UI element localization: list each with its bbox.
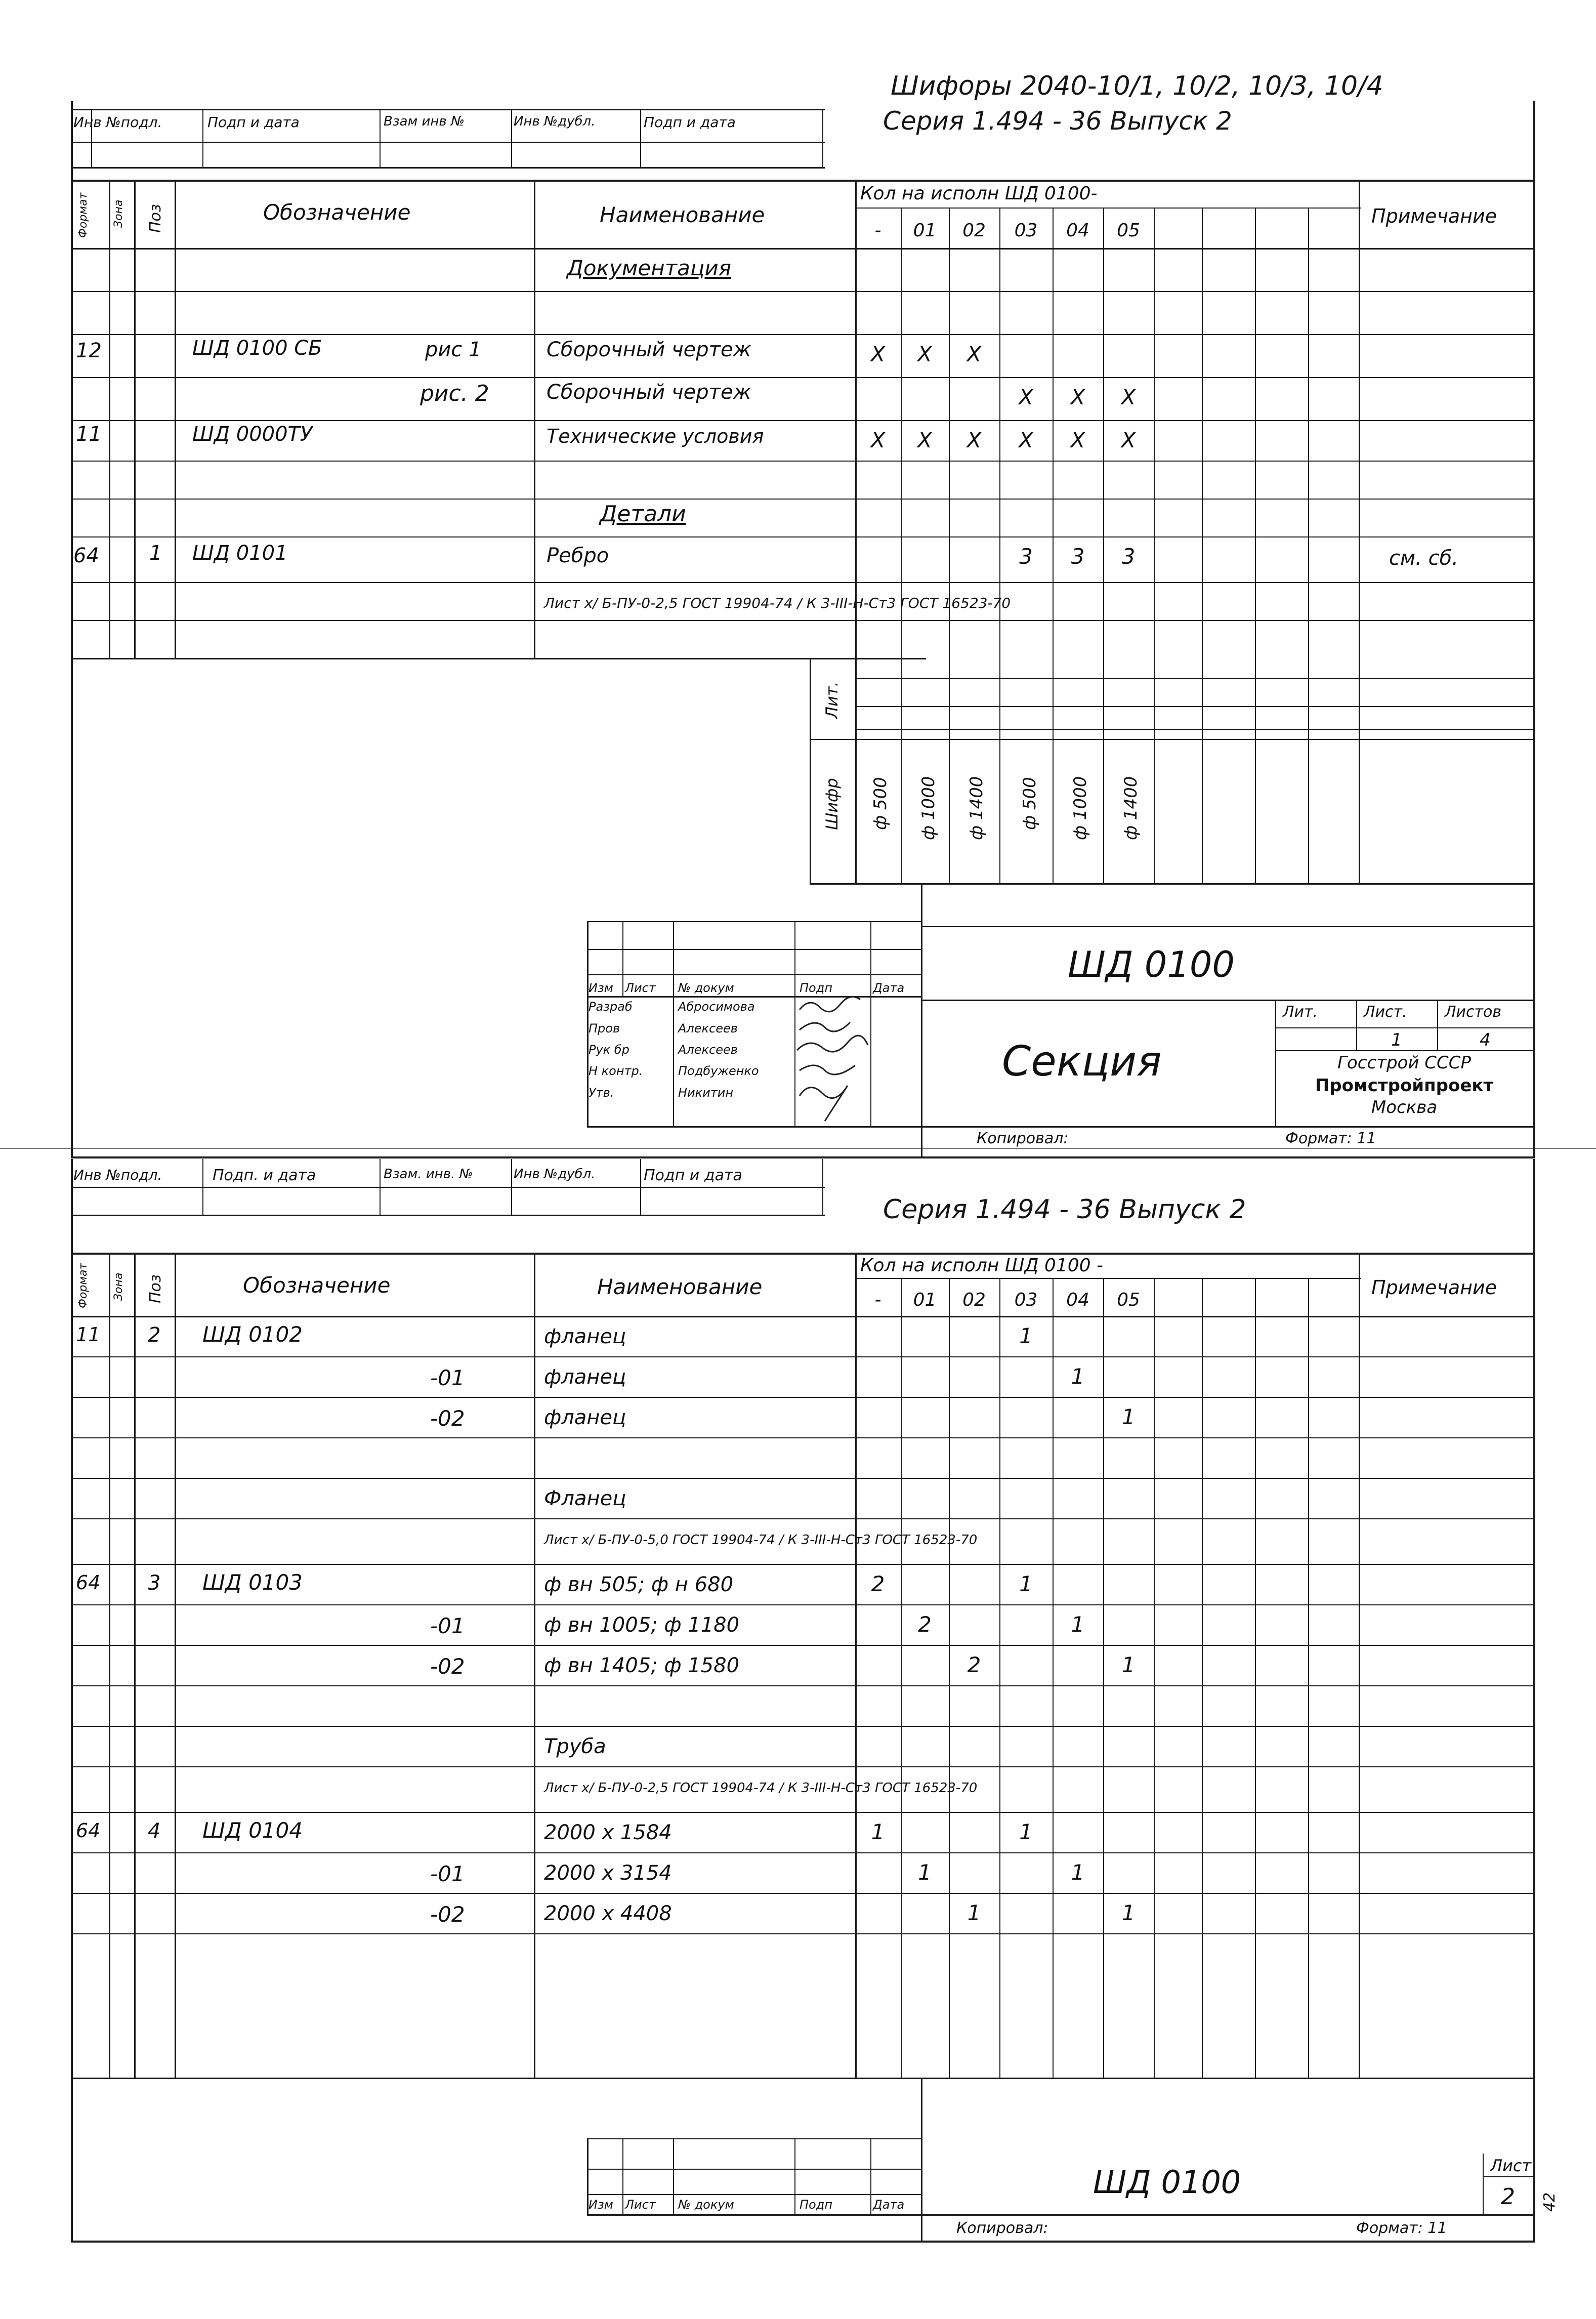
header-note: Примечание — [1371, 205, 1497, 227]
cut-line — [0, 1148, 1596, 1149]
tb-col-podp: Подп — [800, 981, 833, 995]
stamp-inv-dubl: Инв №дубл. — [514, 114, 596, 129]
header-format: Формат — [77, 1263, 90, 1308]
shifr-label: Шифр — [822, 778, 842, 830]
tb-org-3: Москва — [1371, 1097, 1438, 1117]
tb-col-list: Лист — [625, 2198, 656, 2212]
tb-sheet-label: Лист — [1490, 2156, 1532, 2175]
stamp-podp-data-2: Подп и дата — [644, 1167, 742, 1184]
variant-03: 03 — [1014, 220, 1038, 241]
shifr-value: ф 1000 — [1070, 776, 1090, 840]
header-note-line1: Шифоры 2040-10/1, 10/2, 10/3, 10/4 — [891, 71, 1383, 101]
variant-05: 05 — [1117, 220, 1140, 241]
header-designation: Обозначение — [243, 1273, 391, 1298]
tb-col-doc: № докум — [678, 2198, 734, 2212]
frame-right — [1533, 101, 1535, 1156]
variant-04: 04 — [1066, 1290, 1089, 1310]
tb-sheet: 2 — [1501, 2184, 1515, 2210]
shifr-value: ф 1400 — [1121, 776, 1141, 840]
tb-sheets-label: Листов — [1445, 1003, 1502, 1021]
header-designation: Обозначение — [263, 200, 411, 225]
frame-left — [71, 101, 73, 1156]
tb-doc-code: ШД 0100 — [1068, 944, 1235, 985]
stamp-podp-data: Подп. и дата — [213, 1167, 316, 1184]
variant-02: 02 — [962, 220, 986, 241]
header-qty-title: Кол на исполн ШД 0100 - — [860, 1255, 1103, 1276]
stamp-vzam-inv: Взам инв № — [384, 114, 465, 129]
variant-base: - — [874, 220, 881, 241]
tb-lit-label: Лит. — [1283, 1003, 1318, 1021]
tb-col-doc: № докум — [678, 981, 734, 995]
header-zone: Зона — [112, 1272, 125, 1301]
variant-03: 03 — [1014, 1290, 1038, 1310]
sheet-1: Шифоры 2040-10/1, 10/2, 10/3, 10/4 Серия 1.494 - 36 Выпуск 2 Инв №подл. Подп и дата Взам инв № Инв №дубл. Подп и дата Формат Зона Поз Обозначение Наименование Кол на исполн ШД 0100- Примечание - 01 02 03 04 05 Документация 12 ШД 0100 СБ рис 1 Сборочный чертеж X X X рис. 2 Сборочный чертеж X X X 11 ШД 0000ТУ Технические условия X X X X X X Детали 64 1 ШД 0101 Ребро 3 3 3 см. сб. Лист x/ Б-ПУ-0-2,5 ГОСТ 19904-74 / К 3-III-Н-Ст3 ГОСТ 16523-70 Лит. Шифр ф 500 ф 1000 ф 1400 ф 500 ф 1000 ф 1400 Изм Лист № докум Подп Дата Разраб Абросимова Пров Алексеев Рук бр Алексеев Н контр. Подбуженко Утв. Никитин ШД 0100 Секция Лит. Лист. Листов 1 4 Госстрой СССР Промстройпроект Москва Копировал: Формат: 11 — [0, 0, 1596, 1159]
tb-col-date: Дата — [873, 2198, 905, 2212]
shifr-value: ф 500 — [1020, 777, 1040, 830]
sheet-2: Серия 1.494 - 36 Выпуск 2 Инв №подл. Подп. и дата Взам. инв. № Инв №дубл. Подп и дата Формат Зона Поз Обозначение Наименование Кол на исполн ШД 0100 - Примечание - 01 02 03 04 05 11 2 ШД 0102 фланец 1 -01 фланец 1 -02 фланец 1 Фланец Лист x/ Б-ПУ-0-5,0 ГОСТ 19904-74 / К 3-III-Н-Ст3 ГОСТ 16523-70 64 3 ШД 0103 ф вн 505; ф н 680 2 1 -01 ф вн 1005; ф 1180 2 1 -02 ф вн 1405; ф 1580 2 1 Труба Лист x/ Б-ПУ-0-2,5 ГОСТ 19904-74 / К 3-III-Н-Ст3 ГОСТ 16523-70 64 4 ШД 0104 2000 x 1584 1 1 -01 2000 x 3154 1 1 -02 2000 x 4408 1 1 Изм Лист № докум Подп Дата ШД 0100 Лист 2 42 Копировал: Формат: 11 — [0, 1159, 1596, 2319]
variant-04: 04 — [1066, 220, 1089, 241]
header-qty-title: Кол на исполн ШД 0100- — [860, 183, 1098, 204]
tb-copied: Копировал: — [956, 2219, 1048, 2237]
tb-org-1: Госстрой СССР — [1337, 1053, 1471, 1073]
tb-format: Формат: 11 — [1285, 1130, 1376, 1147]
tb-title: Секция — [1002, 1038, 1162, 1086]
tb-col-list: Лист — [625, 981, 656, 995]
section-details: Детали — [600, 501, 686, 527]
shifr-value: ф 1400 — [967, 776, 987, 840]
signatures — [794, 995, 875, 1126]
shifr-value: ф 500 — [870, 777, 891, 830]
header-note: Примечание — [1371, 1276, 1497, 1299]
variant-base: - — [874, 1290, 881, 1310]
header-pos: Поз — [147, 204, 164, 233]
stamp-inv-podl: Инв №подл. — [73, 1167, 162, 1183]
tb-copied: Копировал: — [977, 1130, 1069, 1147]
variant-01: 01 — [913, 1290, 937, 1310]
tb-sheet-label: Лист. — [1364, 1003, 1407, 1021]
frame-top-stamp — [71, 109, 825, 110]
header-name: Наименование — [600, 202, 765, 227]
tb-col-date: Дата — [873, 981, 905, 995]
header-pos: Поз — [147, 1274, 164, 1303]
section-documentation: Документация — [567, 256, 732, 280]
tb-col-izm: Изм — [589, 981, 613, 995]
lit-label: Лит. — [822, 681, 842, 719]
material-spec-ribs: Лист x/ Б-ПУ-0-2,5 ГОСТ 19904-74 / К 3-III-Н-Ст3 ГОСТ 16523-70 — [544, 595, 1011, 611]
stamp-podp-data-2: Подп и дата — [644, 114, 736, 131]
header-note-line2: Серия 1.494 - 36 Выпуск 2 — [883, 106, 1232, 136]
header-note: Серия 1.494 - 36 Выпуск 2 — [883, 1194, 1246, 1225]
tb-org-2: Промстройпроект — [1315, 1075, 1494, 1096]
variant-02: 02 — [962, 1290, 986, 1310]
tb-sheet: 1 — [1391, 1030, 1402, 1050]
stamp-inv-podl: Инв №подл. — [73, 114, 162, 131]
tb-format: Формат: 11 — [1356, 2219, 1447, 2237]
variant-05: 05 — [1117, 1290, 1140, 1310]
variant-01: 01 — [913, 220, 937, 241]
header-name: Наименование — [597, 1274, 763, 1299]
stamp-podp-data: Подп и дата — [207, 114, 300, 131]
shifr-value: ф 1000 — [918, 776, 939, 840]
stamp-inv-dubl: Инв №дубл. — [514, 1167, 596, 1182]
tb-col-izm: Изм — [589, 2198, 613, 2212]
tb-sheets: 4 — [1480, 1030, 1491, 1050]
tb-col-podp: Подп — [800, 2198, 833, 2212]
header-format: Формат — [77, 192, 90, 238]
stamp-vzam-inv: Взам. инв. № — [384, 1167, 473, 1182]
header-zone: Зона — [112, 199, 125, 228]
tb-doc-code: ШД 0100 — [1093, 2164, 1241, 2201]
frame-bottom — [71, 1156, 1535, 1158]
tb-side-mark: 42 — [1541, 2192, 1559, 2212]
